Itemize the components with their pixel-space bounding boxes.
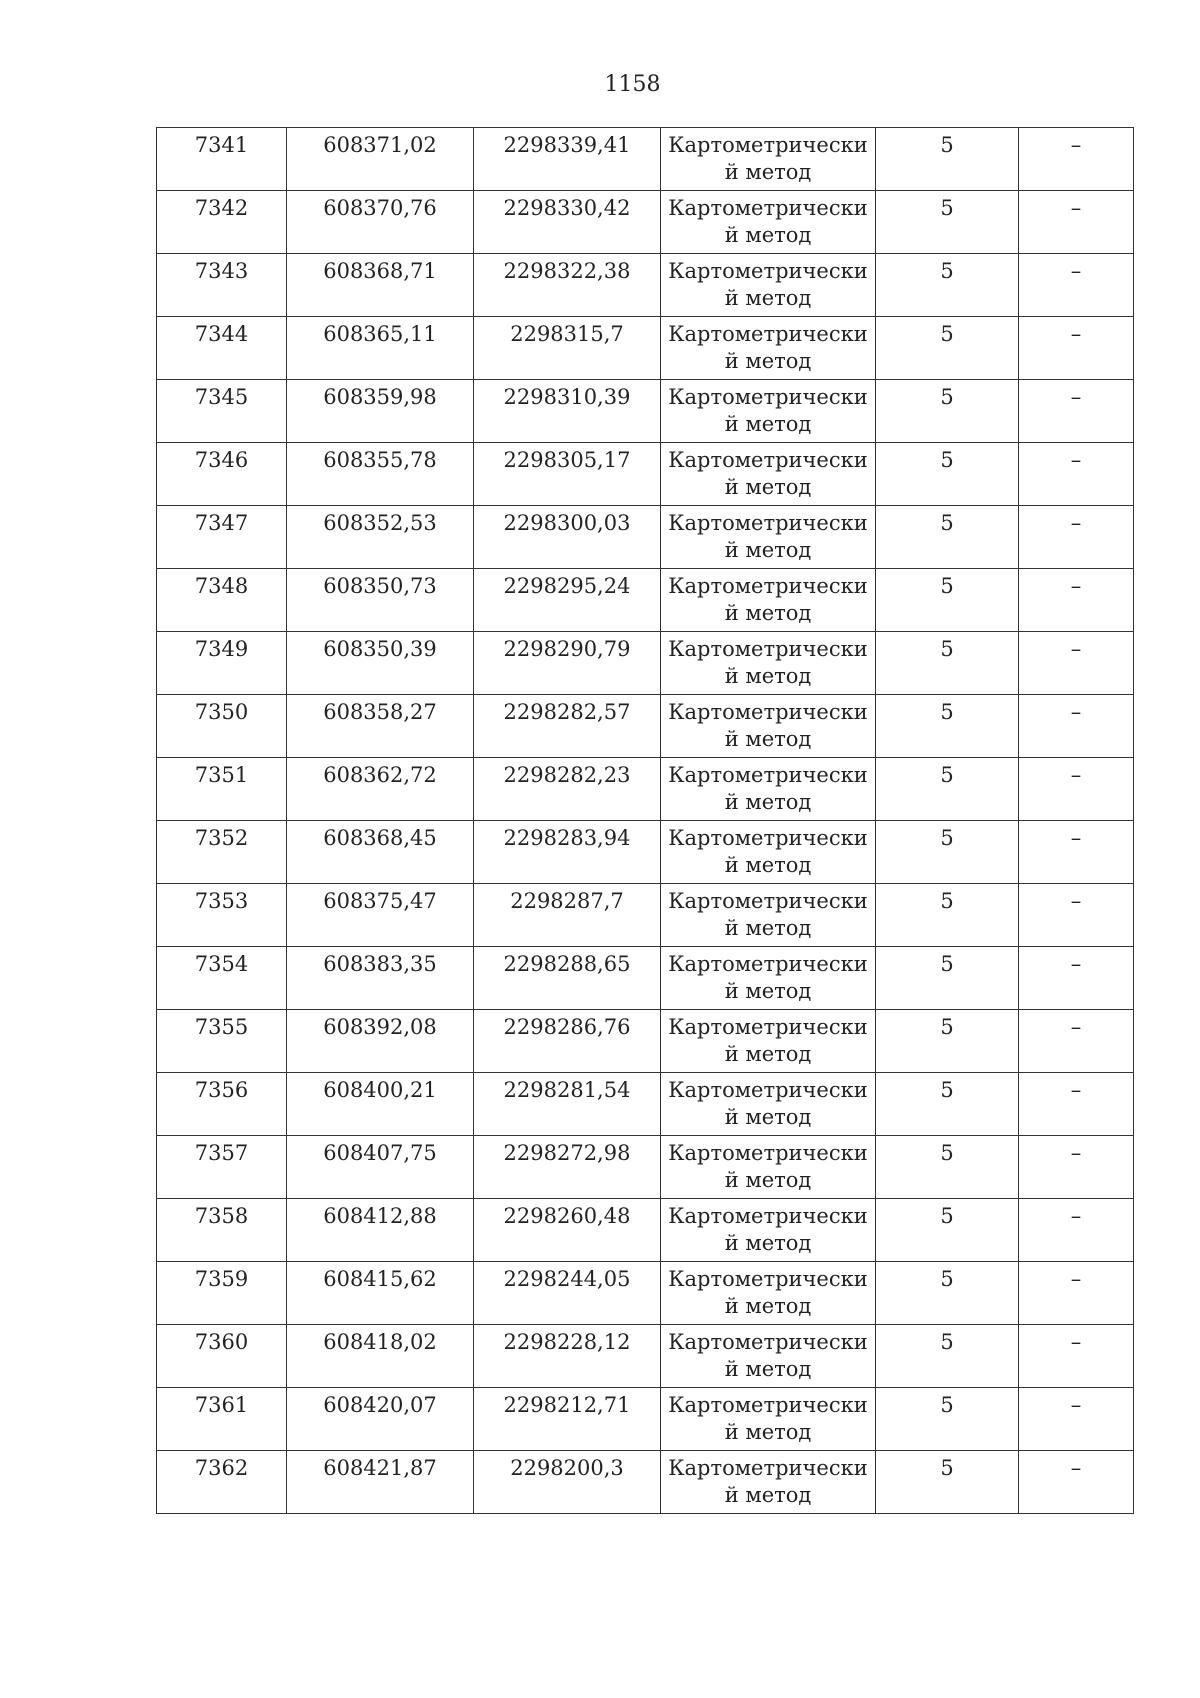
x-coordinate-cell — [287, 317, 474, 380]
point-number-cell — [157, 569, 287, 632]
note-cell-text: – — [1070, 133, 1082, 157]
method-cell-text: Картометрически й метод — [668, 1078, 868, 1129]
point-number-cell-text: 7345 — [194, 385, 249, 409]
accuracy-cell-text: 5 — [940, 1204, 954, 1228]
accuracy-cell-text: 5 — [940, 511, 954, 535]
note-cell-text: – — [1070, 322, 1082, 346]
method-cell — [661, 191, 876, 254]
method-cell — [661, 947, 876, 1010]
point-number-cell — [157, 758, 287, 821]
x-coordinate-cell-text: 608350,73 — [323, 574, 437, 598]
accuracy-cell — [876, 1010, 1019, 1073]
accuracy-cell — [876, 632, 1019, 695]
accuracy-cell-text: 5 — [940, 1078, 954, 1102]
note-cell-text: – — [1070, 574, 1082, 598]
accuracy-cell — [876, 758, 1019, 821]
y-coordinate-cell-text: 2298287,7 — [510, 889, 624, 913]
method-cell-text: Картометрически й метод — [668, 448, 868, 499]
accuracy-cell-text: 5 — [940, 700, 954, 724]
coordinates-table — [156, 127, 1134, 1514]
accuracy-cell — [876, 1325, 1019, 1388]
method-cell-text: Картометрически й метод — [668, 385, 868, 436]
x-coordinate-cell — [287, 1388, 474, 1451]
method-cell — [661, 380, 876, 443]
x-coordinate-cell-text: 608362,72 — [323, 763, 437, 787]
y-coordinate-cell-text: 2298305,17 — [503, 448, 631, 472]
accuracy-cell-text: 5 — [940, 196, 954, 220]
y-coordinate-cell-text: 2298282,23 — [503, 763, 631, 787]
x-coordinate-cell-text: 608370,76 — [323, 196, 437, 220]
method-cell-text: Картометрически й метод — [668, 1456, 868, 1507]
y-coordinate-cell — [474, 506, 661, 569]
method-cell — [661, 1451, 876, 1514]
point-number-cell — [157, 254, 287, 317]
x-coordinate-cell-text: 608358,27 — [323, 700, 437, 724]
point-number-cell-text: 7355 — [194, 1015, 249, 1039]
y-coordinate-cell — [474, 443, 661, 506]
table-row — [157, 821, 1134, 884]
accuracy-cell-text: 5 — [940, 826, 954, 850]
y-coordinate-cell — [474, 1136, 661, 1199]
table-row — [157, 443, 1134, 506]
point-number-cell — [157, 380, 287, 443]
point-number-cell-text: 7343 — [194, 259, 249, 283]
point-number-cell-text: 7351 — [194, 763, 249, 787]
accuracy-cell — [876, 884, 1019, 947]
y-coordinate-cell-text: 2298260,48 — [503, 1204, 631, 1228]
table-row — [157, 1262, 1134, 1325]
table-row — [157, 1388, 1134, 1451]
note-cell-text: – — [1070, 1204, 1082, 1228]
method-cell-text: Картометрически й метод — [668, 511, 868, 562]
x-coordinate-cell — [287, 695, 474, 758]
table-row — [157, 1073, 1134, 1136]
point-number-cell-text: 7346 — [194, 448, 249, 472]
x-coordinate-cell — [287, 1010, 474, 1073]
method-cell-text: Картометрически й метод — [668, 574, 868, 625]
y-coordinate-cell-text: 2298281,54 — [503, 1078, 631, 1102]
y-coordinate-cell — [474, 1325, 661, 1388]
note-cell — [1019, 317, 1134, 380]
note-cell — [1019, 1010, 1134, 1073]
table-row — [157, 317, 1134, 380]
accuracy-cell — [876, 1451, 1019, 1514]
note-cell — [1019, 695, 1134, 758]
x-coordinate-cell — [287, 128, 474, 191]
x-coordinate-cell — [287, 884, 474, 947]
method-cell-text: Картометрически й метод — [668, 1393, 868, 1444]
y-coordinate-cell-text: 2298282,57 — [503, 700, 631, 724]
point-number-cell-text: 7359 — [194, 1267, 249, 1291]
note-cell — [1019, 758, 1134, 821]
x-coordinate-cell — [287, 380, 474, 443]
x-coordinate-cell-text: 608407,75 — [323, 1141, 437, 1165]
method-cell-text: Картометрически й метод — [668, 196, 868, 247]
method-cell — [661, 506, 876, 569]
x-coordinate-cell-text: 608415,62 — [323, 1267, 437, 1291]
page-number: 1158 — [604, 72, 661, 97]
accuracy-cell-text: 5 — [940, 133, 954, 157]
point-number-cell — [157, 947, 287, 1010]
note-cell-text: – — [1070, 259, 1082, 283]
note-cell-text: – — [1070, 511, 1082, 535]
note-cell — [1019, 569, 1134, 632]
accuracy-cell — [876, 191, 1019, 254]
point-number-cell — [157, 1451, 287, 1514]
table-row — [157, 884, 1134, 947]
table-row — [157, 1325, 1134, 1388]
method-cell-text: Картометрически й метод — [668, 889, 868, 940]
accuracy-cell — [876, 506, 1019, 569]
note-cell — [1019, 1451, 1134, 1514]
y-coordinate-cell — [474, 1262, 661, 1325]
x-coordinate-cell-text: 608383,35 — [323, 952, 437, 976]
y-coordinate-cell — [474, 317, 661, 380]
method-cell — [661, 758, 876, 821]
note-cell-text: – — [1070, 889, 1082, 913]
y-coordinate-cell — [474, 569, 661, 632]
table-row — [157, 569, 1134, 632]
point-number-cell — [157, 1199, 287, 1262]
point-number-cell-text: 7356 — [194, 1078, 249, 1102]
point-number-cell — [157, 695, 287, 758]
point-number-cell-text: 7353 — [194, 889, 249, 913]
y-coordinate-cell-text: 2298228,12 — [503, 1330, 631, 1354]
method-cell — [661, 1136, 876, 1199]
method-cell — [661, 1262, 876, 1325]
point-number-cell-text: 7354 — [194, 952, 249, 976]
point-number-cell — [157, 317, 287, 380]
y-coordinate-cell — [474, 695, 661, 758]
note-cell — [1019, 1073, 1134, 1136]
method-cell — [661, 569, 876, 632]
x-coordinate-cell — [287, 821, 474, 884]
accuracy-cell-text: 5 — [940, 385, 954, 409]
x-coordinate-cell-text: 608412,88 — [323, 1204, 437, 1228]
accuracy-cell-text: 5 — [940, 448, 954, 472]
point-number-cell-text: 7361 — [194, 1393, 249, 1417]
note-cell-text: – — [1070, 1330, 1082, 1354]
method-cell — [661, 443, 876, 506]
accuracy-cell-text: 5 — [940, 1015, 954, 1039]
method-cell — [661, 1073, 876, 1136]
x-coordinate-cell-text: 608420,07 — [323, 1393, 437, 1417]
method-cell-text: Картометрически й метод — [668, 1015, 868, 1066]
point-number-cell — [157, 1136, 287, 1199]
accuracy-cell-text: 5 — [940, 1141, 954, 1165]
note-cell-text: – — [1070, 763, 1082, 787]
table-body — [157, 128, 1134, 1514]
note-cell-text: – — [1070, 952, 1082, 976]
point-number-cell-text: 7341 — [194, 133, 249, 157]
point-number-cell — [157, 884, 287, 947]
y-coordinate-cell-text: 2298286,76 — [503, 1015, 631, 1039]
y-coordinate-cell-text: 2298315,7 — [510, 322, 624, 346]
table-row — [157, 128, 1134, 191]
y-coordinate-cell — [474, 380, 661, 443]
point-number-cell-text: 7348 — [194, 574, 249, 598]
y-coordinate-cell-text: 2298200,3 — [510, 1456, 624, 1480]
note-cell — [1019, 1325, 1134, 1388]
y-coordinate-cell-text: 2298322,38 — [503, 259, 631, 283]
note-cell — [1019, 443, 1134, 506]
x-coordinate-cell-text: 608371,02 — [323, 133, 437, 157]
accuracy-cell — [876, 443, 1019, 506]
accuracy-cell — [876, 317, 1019, 380]
point-number-cell-text: 7347 — [194, 511, 249, 535]
x-coordinate-cell — [287, 1262, 474, 1325]
x-coordinate-cell-text: 608375,47 — [323, 889, 437, 913]
method-cell-text: Картометрически й метод — [668, 1141, 868, 1192]
point-number-cell — [157, 191, 287, 254]
note-cell-text: – — [1070, 637, 1082, 661]
x-coordinate-cell-text: 608368,71 — [323, 259, 437, 283]
note-cell-text: – — [1070, 385, 1082, 409]
y-coordinate-cell — [474, 884, 661, 947]
point-number-cell-text: 7357 — [194, 1141, 249, 1165]
note-cell — [1019, 191, 1134, 254]
note-cell — [1019, 884, 1134, 947]
note-cell — [1019, 380, 1134, 443]
table-row — [157, 1451, 1134, 1514]
point-number-cell — [157, 1388, 287, 1451]
note-cell — [1019, 128, 1134, 191]
x-coordinate-cell — [287, 443, 474, 506]
y-coordinate-cell — [474, 632, 661, 695]
point-number-cell — [157, 821, 287, 884]
x-coordinate-cell — [287, 506, 474, 569]
x-coordinate-cell — [287, 1073, 474, 1136]
method-cell-text: Картометрически й метод — [668, 259, 868, 310]
y-coordinate-cell-text: 2298288,65 — [503, 952, 631, 976]
y-coordinate-cell — [474, 1073, 661, 1136]
point-number-cell — [157, 1073, 287, 1136]
y-coordinate-cell-text: 2298310,39 — [503, 385, 631, 409]
table-row — [157, 758, 1134, 821]
x-coordinate-cell-text: 608352,53 — [323, 511, 437, 535]
x-coordinate-cell-text: 608418,02 — [323, 1330, 437, 1354]
accuracy-cell-text: 5 — [940, 637, 954, 661]
note-cell — [1019, 254, 1134, 317]
point-number-cell-text: 7350 — [194, 700, 249, 724]
method-cell — [661, 632, 876, 695]
note-cell-text: – — [1070, 1456, 1082, 1480]
point-number-cell-text: 7344 — [194, 322, 249, 346]
accuracy-cell — [876, 380, 1019, 443]
x-coordinate-cell — [287, 254, 474, 317]
point-number-cell-text: 7360 — [194, 1330, 249, 1354]
point-number-cell — [157, 1325, 287, 1388]
method-cell — [661, 1199, 876, 1262]
note-cell-text: – — [1070, 1267, 1082, 1291]
point-number-cell-text: 7362 — [194, 1456, 249, 1480]
note-cell — [1019, 947, 1134, 1010]
accuracy-cell-text: 5 — [940, 1330, 954, 1354]
table-row — [157, 1136, 1134, 1199]
method-cell — [661, 884, 876, 947]
accuracy-cell — [876, 821, 1019, 884]
x-coordinate-cell — [287, 569, 474, 632]
x-coordinate-cell-text: 608400,21 — [323, 1078, 437, 1102]
x-coordinate-cell — [287, 1136, 474, 1199]
x-coordinate-cell-text: 608392,08 — [323, 1015, 437, 1039]
point-number-cell — [157, 1010, 287, 1073]
method-cell — [661, 1325, 876, 1388]
note-cell-text: – — [1070, 196, 1082, 220]
table-row — [157, 1010, 1134, 1073]
point-number-cell — [157, 1262, 287, 1325]
accuracy-cell — [876, 569, 1019, 632]
x-coordinate-cell — [287, 1451, 474, 1514]
y-coordinate-cell-text: 2298272,98 — [503, 1141, 631, 1165]
accuracy-cell-text: 5 — [940, 1267, 954, 1291]
table-row — [157, 506, 1134, 569]
table-row — [157, 254, 1134, 317]
y-coordinate-cell-text: 2298290,79 — [503, 637, 631, 661]
accuracy-cell-text: 5 — [940, 889, 954, 913]
y-coordinate-cell — [474, 1451, 661, 1514]
accuracy-cell — [876, 128, 1019, 191]
x-coordinate-cell-text: 608365,11 — [323, 322, 437, 346]
note-cell-text: – — [1070, 1078, 1082, 1102]
accuracy-cell-text: 5 — [940, 259, 954, 283]
method-cell-text: Картометрически й метод — [668, 1330, 868, 1381]
x-coordinate-cell — [287, 1325, 474, 1388]
note-cell — [1019, 821, 1134, 884]
x-coordinate-cell — [287, 947, 474, 1010]
accuracy-cell — [876, 1073, 1019, 1136]
note-cell-text: – — [1070, 700, 1082, 724]
x-coordinate-cell-text: 608355,78 — [323, 448, 437, 472]
accuracy-cell-text: 5 — [940, 763, 954, 787]
y-coordinate-cell-text: 2298339,41 — [503, 133, 631, 157]
x-coordinate-cell-text: 608350,39 — [323, 637, 437, 661]
y-coordinate-cell — [474, 758, 661, 821]
table-row — [157, 191, 1134, 254]
x-coordinate-cell-text: 608359,98 — [323, 385, 437, 409]
accuracy-cell-text: 5 — [940, 322, 954, 346]
note-cell-text: – — [1070, 1141, 1082, 1165]
y-coordinate-cell — [474, 821, 661, 884]
note-cell — [1019, 1262, 1134, 1325]
x-coordinate-cell — [287, 632, 474, 695]
accuracy-cell — [876, 254, 1019, 317]
x-coordinate-cell-text: 608368,45 — [323, 826, 437, 850]
method-cell — [661, 695, 876, 758]
y-coordinate-cell-text: 2298244,05 — [503, 1267, 631, 1291]
table-row — [157, 1199, 1134, 1262]
x-coordinate-cell-text: 608421,87 — [323, 1456, 437, 1480]
method-cell — [661, 128, 876, 191]
method-cell-text: Картометрически й метод — [668, 1267, 868, 1318]
y-coordinate-cell-text: 2298212,71 — [503, 1393, 631, 1417]
point-number-cell — [157, 128, 287, 191]
y-coordinate-cell-text: 2298300,03 — [503, 511, 631, 535]
y-coordinate-cell — [474, 191, 661, 254]
y-coordinate-cell — [474, 1199, 661, 1262]
table-row — [157, 632, 1134, 695]
y-coordinate-cell-text: 2298330,42 — [503, 196, 631, 220]
method-cell-text: Картометрически й метод — [668, 700, 868, 751]
x-coordinate-cell — [287, 191, 474, 254]
accuracy-cell-text: 5 — [940, 952, 954, 976]
accuracy-cell — [876, 947, 1019, 1010]
x-coordinate-cell — [287, 758, 474, 821]
y-coordinate-cell — [474, 1388, 661, 1451]
y-coordinate-cell — [474, 128, 661, 191]
y-coordinate-cell-text: 2298295,24 — [503, 574, 631, 598]
method-cell-text: Картометрически й метод — [668, 763, 868, 814]
accuracy-cell-text: 5 — [940, 1393, 954, 1417]
note-cell — [1019, 632, 1134, 695]
note-cell-text: – — [1070, 1393, 1082, 1417]
method-cell — [661, 1010, 876, 1073]
accuracy-cell-text: 5 — [940, 574, 954, 598]
y-coordinate-cell — [474, 254, 661, 317]
method-cell — [661, 317, 876, 380]
point-number-cell-text: 7352 — [194, 826, 249, 850]
table-row — [157, 947, 1134, 1010]
method-cell-text: Картометрически й метод — [668, 322, 868, 373]
method-cell — [661, 254, 876, 317]
accuracy-cell-text: 5 — [940, 1456, 954, 1480]
accuracy-cell — [876, 1199, 1019, 1262]
method-cell-text: Картометрически й метод — [668, 637, 868, 688]
y-coordinate-cell — [474, 1010, 661, 1073]
note-cell — [1019, 1136, 1134, 1199]
y-coordinate-cell-text: 2298283,94 — [503, 826, 631, 850]
method-cell — [661, 1388, 876, 1451]
table-row — [157, 380, 1134, 443]
note-cell — [1019, 506, 1134, 569]
point-number-cell-text: 7358 — [194, 1204, 249, 1228]
method-cell-text: Картометрически й метод — [668, 826, 868, 877]
point-number-cell — [157, 506, 287, 569]
point-number-cell-text: 7342 — [194, 196, 249, 220]
method-cell-text: Картометрически й метод — [668, 133, 868, 184]
note-cell-text: – — [1070, 826, 1082, 850]
y-coordinate-cell — [474, 947, 661, 1010]
note-cell — [1019, 1388, 1134, 1451]
x-coordinate-cell — [287, 1199, 474, 1262]
note-cell — [1019, 1199, 1134, 1262]
method-cell-text: Картометрически й метод — [668, 952, 868, 1003]
method-cell-text: Картометрически й метод — [668, 1204, 868, 1255]
accuracy-cell — [876, 1388, 1019, 1451]
point-number-cell — [157, 632, 287, 695]
accuracy-cell — [876, 1262, 1019, 1325]
table-row — [157, 695, 1134, 758]
note-cell-text: – — [1070, 448, 1082, 472]
accuracy-cell — [876, 695, 1019, 758]
accuracy-cell — [876, 1136, 1019, 1199]
note-cell-text: – — [1070, 1015, 1082, 1039]
point-number-cell-text: 7349 — [194, 637, 249, 661]
method-cell — [661, 821, 876, 884]
point-number-cell — [157, 443, 287, 506]
